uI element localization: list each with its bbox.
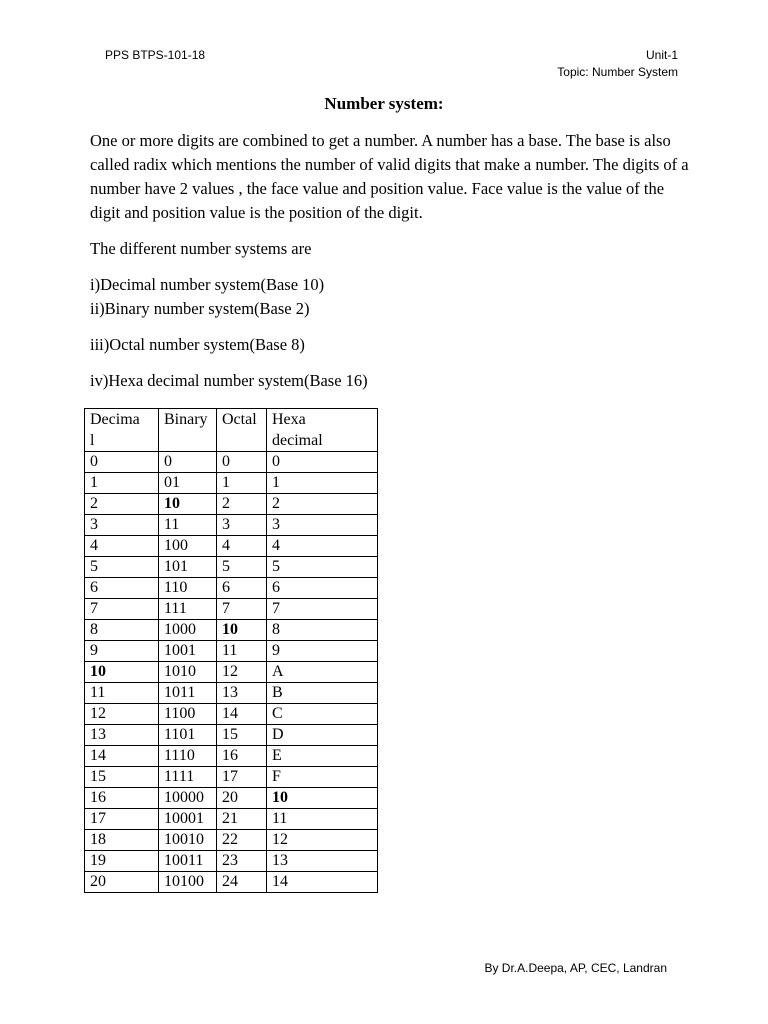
table-cell: 14 bbox=[267, 872, 378, 893]
header-decimal-line2: l bbox=[90, 432, 95, 449]
table-row bbox=[85, 578, 378, 599]
table-cell: 8 bbox=[267, 620, 378, 641]
table-cell: 20 bbox=[85, 872, 159, 893]
table-cell: 101 bbox=[159, 557, 217, 578]
system-item-binary: ii)Binary number system(Base 2) bbox=[90, 299, 310, 318]
table-cell: 23 bbox=[217, 851, 267, 872]
table-cell: 13 bbox=[217, 683, 267, 704]
table-cell: 11 bbox=[267, 809, 378, 830]
different-systems-line: The different number systems are bbox=[90, 239, 312, 258]
table-cell: 6 bbox=[217, 578, 267, 599]
header-octal bbox=[217, 409, 267, 452]
header-hex-line2: decimal bbox=[272, 432, 323, 449]
table-cell: 0 bbox=[159, 452, 217, 473]
system-item-octal: iii)Octal number system(Base 8) bbox=[90, 335, 305, 354]
table-row bbox=[85, 809, 378, 830]
table-cell: 8 bbox=[85, 620, 159, 641]
header-decimal-line1: Decima bbox=[90, 411, 140, 428]
table-cell: 10100 bbox=[159, 872, 217, 893]
table-cell: 6 bbox=[267, 578, 378, 599]
table-cell: 1001 bbox=[159, 641, 217, 662]
table-row bbox=[85, 704, 378, 725]
table-cell: 1 bbox=[267, 473, 378, 494]
table-cell: 0 bbox=[267, 452, 378, 473]
table-row bbox=[85, 620, 378, 641]
table-cell: 10000 bbox=[159, 788, 217, 809]
table-row bbox=[85, 557, 378, 578]
table-cell: 20 bbox=[217, 788, 267, 809]
header-topic: Topic: Number System bbox=[557, 65, 678, 79]
table-cell: 16 bbox=[85, 788, 159, 809]
table-cell: 7 bbox=[85, 599, 159, 620]
table-cell: F bbox=[267, 767, 378, 788]
table-cell: 2 bbox=[267, 494, 378, 515]
table-cell: 100 bbox=[159, 536, 217, 557]
table-cell: 4 bbox=[85, 536, 159, 557]
table-cell: 14 bbox=[85, 746, 159, 767]
table-cell: 1011 bbox=[159, 683, 217, 704]
table-row bbox=[85, 452, 378, 473]
table-cell: 0 bbox=[217, 452, 267, 473]
systems-list-block-1 bbox=[90, 273, 690, 321]
table-row bbox=[85, 536, 378, 557]
table-cell: 10 bbox=[85, 662, 159, 683]
system-item-hex-block bbox=[90, 369, 690, 393]
table-cell: 17 bbox=[217, 767, 267, 788]
header-course-code: PPS BTPS-101-18 bbox=[105, 48, 206, 62]
table-cell: 3 bbox=[267, 515, 378, 536]
table-cell: 12 bbox=[267, 830, 378, 851]
table-cell: 1000 bbox=[159, 620, 217, 641]
header-hexadecimal bbox=[267, 409, 378, 452]
table-cell: 111 bbox=[159, 599, 217, 620]
table-cell: 15 bbox=[217, 725, 267, 746]
document-body bbox=[90, 129, 690, 405]
table-cell: 1 bbox=[217, 473, 267, 494]
table-cell: 22 bbox=[217, 830, 267, 851]
table-row bbox=[85, 851, 378, 872]
table-cell: 1101 bbox=[159, 725, 217, 746]
table-header-row bbox=[85, 409, 378, 452]
table-row bbox=[85, 725, 378, 746]
table-cell: 18 bbox=[85, 830, 159, 851]
table-row bbox=[85, 662, 378, 683]
table-cell: B bbox=[267, 683, 378, 704]
table-cell: 15 bbox=[85, 767, 159, 788]
table-cell: 7 bbox=[217, 599, 267, 620]
table-cell: 21 bbox=[217, 809, 267, 830]
table-cell: 9 bbox=[85, 641, 159, 662]
table-cell: 11 bbox=[85, 683, 159, 704]
table-cell: C bbox=[267, 704, 378, 725]
intro-paragraph: One or more digits are combined to get a number. A number has a base. The base is also called radix which mentions the number of valid digits that make a number. The digits of a number have 2 values , the face value and position value. Face value is the value of the digit and position value is the position of the digit. bbox=[90, 131, 689, 222]
table-cell: 1110 bbox=[159, 746, 217, 767]
table-cell: 19 bbox=[85, 851, 159, 872]
table-cell: D bbox=[267, 725, 378, 746]
table-cell: 2 bbox=[217, 494, 267, 515]
table-cell: 3 bbox=[85, 515, 159, 536]
table-cell: 10 bbox=[217, 620, 267, 641]
table-cell: 4 bbox=[267, 536, 378, 557]
header-unit: Unit-1 bbox=[645, 48, 678, 62]
table-cell: 10 bbox=[159, 494, 217, 515]
table-cell: 110 bbox=[159, 578, 217, 599]
table-cell: 1100 bbox=[159, 704, 217, 725]
table-cell: 9 bbox=[267, 641, 378, 662]
table-cell: 5 bbox=[267, 557, 378, 578]
table-cell: 6 bbox=[85, 578, 159, 599]
table-cell: 5 bbox=[217, 557, 267, 578]
table-cell: 17 bbox=[85, 809, 159, 830]
footer-author: By Dr.A.Deepa, AP, CEC, Landran bbox=[484, 961, 667, 975]
table-row bbox=[85, 788, 378, 809]
number-system-table bbox=[84, 408, 378, 893]
table-cell: 3 bbox=[217, 515, 267, 536]
table-cell: 11 bbox=[217, 641, 267, 662]
table-cell: 10011 bbox=[159, 851, 217, 872]
table-row bbox=[85, 830, 378, 851]
system-item-hex: iv)Hexa decimal number system(Base 16) bbox=[90, 371, 368, 390]
header-binary bbox=[159, 409, 217, 452]
table-row bbox=[85, 515, 378, 536]
system-item-octal-block bbox=[90, 333, 690, 357]
header-hex-line1: Hexa bbox=[272, 411, 306, 428]
table-cell: 10 bbox=[267, 788, 378, 809]
header-binary-line1: Binary bbox=[164, 411, 208, 428]
table-cell: 24 bbox=[217, 872, 267, 893]
table-cell: 16 bbox=[217, 746, 267, 767]
table-cell: 12 bbox=[217, 662, 267, 683]
table-cell: 5 bbox=[85, 557, 159, 578]
table-cell: 13 bbox=[85, 725, 159, 746]
table-cell: 14 bbox=[217, 704, 267, 725]
table-row bbox=[85, 494, 378, 515]
page-title: Number system: bbox=[324, 94, 444, 113]
table-cell: 1111 bbox=[159, 767, 217, 788]
table-cell: 12 bbox=[85, 704, 159, 725]
table-cell: 10010 bbox=[159, 830, 217, 851]
table-row bbox=[85, 683, 378, 704]
table-cell: 11 bbox=[159, 515, 217, 536]
table-cell: A bbox=[267, 662, 378, 683]
header-unit-topic bbox=[557, 47, 678, 81]
table-row bbox=[85, 746, 378, 767]
table-row bbox=[85, 872, 378, 893]
table-cell: 2 bbox=[85, 494, 159, 515]
table-cell: 10001 bbox=[159, 809, 217, 830]
header-octal-line1: Octal bbox=[222, 411, 257, 428]
table-row bbox=[85, 473, 378, 494]
table-cell: 4 bbox=[217, 536, 267, 557]
table-cell: 0 bbox=[85, 452, 159, 473]
table-cell: 1010 bbox=[159, 662, 217, 683]
table-cell: 01 bbox=[159, 473, 217, 494]
table-row bbox=[85, 641, 378, 662]
table-cell: E bbox=[267, 746, 378, 767]
table-row bbox=[85, 767, 378, 788]
table-cell: 1 bbox=[85, 473, 159, 494]
table-body bbox=[85, 452, 378, 893]
table-cell: 13 bbox=[267, 851, 378, 872]
header-decimal bbox=[85, 409, 159, 452]
table-cell: 7 bbox=[267, 599, 378, 620]
table-row bbox=[85, 599, 378, 620]
system-item-decimal: i)Decimal number system(Base 10) bbox=[90, 275, 325, 294]
